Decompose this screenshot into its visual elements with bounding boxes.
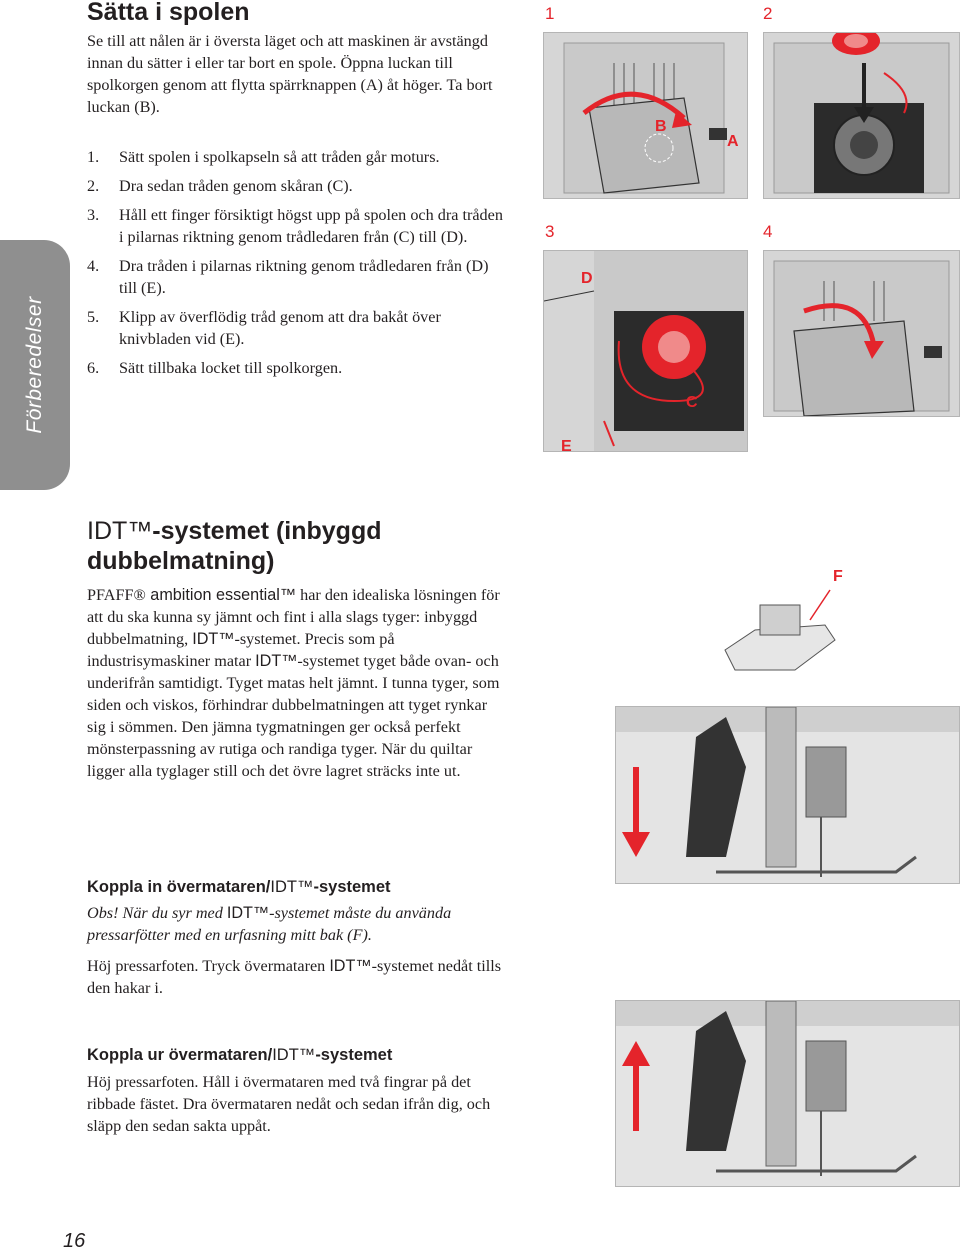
disengage-instructions: Höj pressarfoten. Håll i övermataren med två fingrar på det ribbade fästet. Dra övermataren nedåt och sedan ifrån dig, och släpp den sedan sakta uppåt. bbox=[87, 1073, 491, 1135]
sidebar-tab bbox=[0, 240, 70, 490]
thread-guide-illustration bbox=[544, 251, 747, 451]
engage-note: Obs! När du syr med IDT™-systemet måste du använda pressarfötter med en urfasning mitt bak (F). bbox=[87, 904, 452, 944]
page-number: 16 bbox=[63, 1230, 86, 1252]
engage-instructions: Höj pressarfoten. Tryck övermataren IDT™-systemet nedåt tills den hakar i. bbox=[87, 957, 502, 997]
cover-replace-illustration bbox=[764, 251, 959, 416]
callout-f: F bbox=[833, 568, 843, 585]
figure-step-2 bbox=[763, 32, 960, 199]
sidebar-label: Förberedelser bbox=[23, 296, 46, 434]
bobbin-cover-removal-illustration bbox=[544, 33, 747, 198]
callout-b: B bbox=[655, 118, 667, 135]
figure-step-1 bbox=[543, 32, 748, 199]
figure-engage-idt bbox=[615, 706, 960, 884]
bobbin-insert-illustration bbox=[764, 33, 959, 198]
callout-c: C bbox=[686, 394, 698, 411]
callout-d: D bbox=[581, 270, 593, 287]
presser-foot-illustration bbox=[715, 580, 845, 680]
idt-body: PFAFF® ambition essential™ har den idealiska lösningen för att du ska kunna sy jämnt och fint i alla slags tyger: inbyggd dubbelmatning, IDT™-systemet. Precis som på industrisymaskiner matar IDT™-systemet tyget både ovan- och underifrån samtidigt. Tyget matas helt jämnt. I tunna tyger, som siden och viskos, förhindrar dubbelmatningen att tyget rynkar sig i sömmen. Den jämna tygmatningen ger också perfekt mönsterpassning av rutiga och randiga tyger. När du quiltar ligger alla tyglager still och det övre lagret sträcks inte ut. bbox=[87, 586, 500, 780]
step-item: 1. Sätt spolen i spolkapseln så att tråden går moturs. bbox=[87, 148, 440, 166]
figure-step-1-label: 1 bbox=[545, 4, 555, 23]
callout-e: E bbox=[561, 438, 572, 455]
section-title-engage: Koppla in övermataren/IDT™-systemet bbox=[87, 878, 391, 896]
engage-idt-illustration bbox=[616, 707, 959, 883]
figure-step-3 bbox=[543, 250, 748, 452]
figure-step-2-label: 2 bbox=[763, 4, 773, 23]
bobbin-steps bbox=[87, 146, 507, 386]
figure-step-4-label: 4 bbox=[763, 222, 773, 241]
figure-disengage-idt bbox=[615, 1000, 960, 1187]
step-item: 5. Klipp av överflödig tråd genom att dra bakåt över knivbladen vid (E). bbox=[87, 308, 441, 348]
figure-step-4 bbox=[763, 250, 960, 417]
section-title-bobbin: Sätta i spolen bbox=[87, 0, 250, 26]
step-item: 6. Sätt tillbaka locket till spolkorgen. bbox=[87, 359, 343, 377]
figure-step-3-label: 3 bbox=[545, 222, 555, 241]
step-item: 2. Dra sedan tråden genom skåran (C). bbox=[87, 177, 353, 195]
section-title-disengage: Koppla ur övermataren/IDT™-systemet bbox=[87, 1046, 393, 1064]
bobbin-intro: Se till att nålen är i översta läget och att maskinen är avstängd innan du sätter i eller tar bort en spole. Öppna luckan till spolkorgen genom att flytta spärrknappen (A) åt höger. Ta bort luckan (B). bbox=[87, 32, 493, 116]
callout-a: A bbox=[727, 133, 739, 150]
step-item: 4. Dra tråden i pilarnas riktning genom trådledaren från (D) till (E). bbox=[87, 257, 489, 297]
step-item: 3. Håll ett finger försiktigt högst upp på spolen och dra tråden i pilarnas riktning genom trådledaren från (C) till (D). bbox=[87, 206, 503, 246]
section-title-idt: IDT™-systemet (inbyggd dubbelmatning) bbox=[87, 517, 382, 575]
disengage-idt-illustration bbox=[616, 1001, 959, 1186]
